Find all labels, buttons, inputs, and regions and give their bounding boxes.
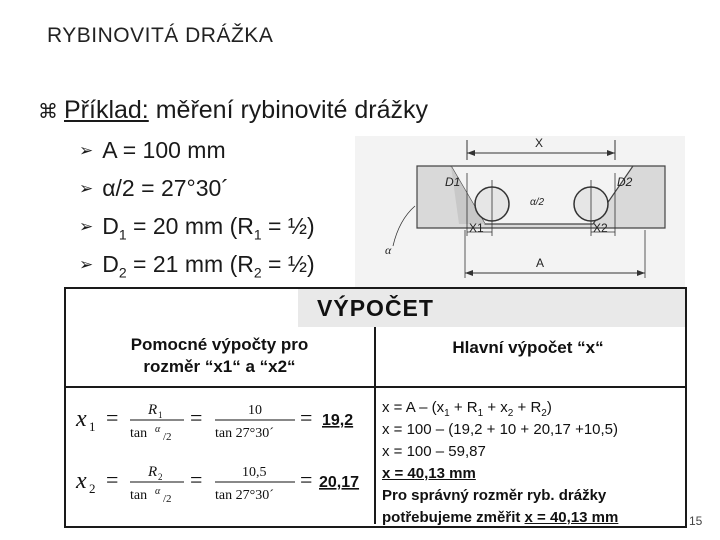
f2-den: tan — [130, 488, 148, 503]
f1-num-sub: 1 — [158, 410, 163, 420]
f1-num2: 10 — [248, 403, 262, 418]
arrow-bullet-icon: ➢ — [79, 179, 94, 198]
formulas-panel — [70, 390, 370, 522]
f1-var-sub: 1 — [89, 419, 96, 434]
l1s2: 1 — [477, 408, 484, 419]
calculation-box — [64, 287, 687, 528]
bullet-a — [79, 137, 226, 164]
bullet-alpha — [79, 175, 229, 202]
f2-var-sub: 2 — [89, 481, 96, 496]
calc-line-3: x = 100 – 59,87 — [382, 443, 486, 460]
intro-text: měření rybinovité drážky — [148, 96, 429, 124]
intro-label: Příklad: — [64, 96, 149, 124]
f2-result: 20,17 — [319, 474, 360, 491]
bullet-d2 — [79, 251, 315, 281]
l1b: + R — [449, 399, 478, 416]
bullet-a-text: A = 100 mm — [102, 137, 226, 163]
label-x1: X1 — [469, 221, 484, 235]
eq-sign: = — [106, 467, 119, 492]
l1d: + R — [513, 399, 542, 416]
formula-x2 — [75, 464, 359, 505]
eq-sign: = — [190, 405, 203, 430]
f1-den2: tan 27°30´ — [215, 426, 274, 441]
d1-end: = ½) — [261, 213, 315, 239]
label-a: A — [536, 256, 545, 270]
l1c: + x — [483, 399, 508, 416]
calc-line-4: x = 40,13 mm — [382, 465, 476, 482]
arrow-bullet-icon: ➢ — [79, 141, 94, 160]
f2-den-sup: α — [155, 486, 161, 497]
slide-title: RYBINOVITÁ DRÁŽKA — [47, 24, 274, 47]
calc-line-5: Pro správný rozměr ryb. drážky — [382, 487, 607, 504]
l6b: x = 40,13 mm — [524, 509, 619, 526]
f1-var: x — [76, 406, 87, 432]
d1-mid: = 20 mm (R — [126, 213, 254, 239]
f1-result: 19,2 — [322, 412, 354, 429]
row-divider — [66, 386, 685, 388]
f1-den: tan — [130, 426, 148, 441]
d2-sub: 2 — [118, 264, 127, 281]
bullet-d1 — [79, 213, 315, 243]
calc-line-6 — [382, 507, 618, 529]
f2-num2: 10,5 — [242, 465, 267, 480]
intro-line — [38, 96, 428, 125]
d2-end: = ½) — [261, 251, 315, 277]
d1-rsub: 1 — [253, 226, 262, 243]
l1a: x = A – (x — [382, 399, 445, 416]
page-number: 15 — [689, 514, 703, 528]
l1s4: 2 — [541, 408, 547, 419]
l1e: ) — [546, 399, 552, 416]
d2-prefix: D — [102, 251, 119, 277]
l1s1: 1 — [444, 408, 450, 419]
label-alpha-half: α/2 — [530, 197, 545, 208]
d2-mid: = 21 mm (R — [126, 251, 254, 277]
eq-sign: = — [300, 467, 313, 492]
eq-sign: = — [190, 467, 203, 492]
label-x: X — [535, 136, 544, 150]
f1-num: R — [148, 402, 158, 418]
dovetail-diagram — [355, 128, 685, 288]
f2-den2: tan 27°30´ — [215, 488, 274, 503]
main-calculation — [382, 397, 618, 529]
calc-line-1 — [382, 397, 618, 419]
label-x2: X2 — [593, 221, 608, 235]
l6a: potřebujeme změřit — [382, 509, 525, 526]
column-divider — [374, 327, 376, 524]
left-head-line-2: rozměr “x1“ a “x2“ — [143, 357, 296, 376]
eq-sign: = — [106, 405, 119, 430]
formula-x1 — [75, 402, 353, 443]
f2-den-tail: /2 — [163, 493, 172, 505]
calc-line-2: x = 100 – (19,2 + 10 + 20,17 +10,5) — [382, 421, 619, 438]
left-head-line-1: Pomocné výpočty pro — [130, 335, 309, 354]
label-d1: D1 — [445, 175, 461, 189]
left-column-heading — [66, 327, 373, 386]
arrow-bullet-icon: ➢ — [79, 255, 94, 274]
f2-var: x — [76, 468, 87, 494]
d2-rsub: 2 — [253, 264, 262, 281]
right-column-heading: Hlavní výpočet “x“ — [452, 338, 604, 357]
d1-sub: 1 — [118, 226, 127, 243]
f1-den-tail: /2 — [163, 431, 172, 443]
eq-sign: = — [300, 405, 313, 430]
arrow-bullet-icon: ➢ — [79, 217, 94, 236]
bullet-alpha-text: α/2 = 27°30´ — [102, 175, 229, 201]
l1s3: 2 — [507, 408, 514, 419]
f1-den-sup: α — [155, 424, 161, 435]
bullet-icon: ⌘ — [38, 101, 58, 123]
f2-num: R — [148, 464, 158, 480]
calc-header — [66, 289, 685, 327]
d1-prefix: D — [102, 213, 119, 239]
label-alpha: α — [385, 243, 392, 257]
header-white-part — [66, 289, 298, 327]
f2-num-sub: 2 — [158, 472, 163, 482]
calc-header-text: VÝPOČET — [317, 295, 434, 321]
label-d2: D2 — [617, 175, 633, 189]
